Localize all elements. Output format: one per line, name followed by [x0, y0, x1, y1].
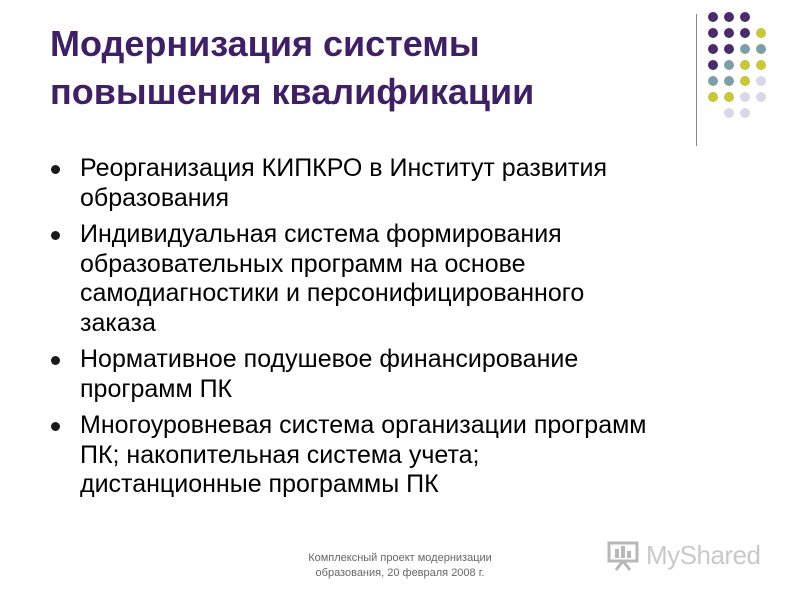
- decorative-dot: [708, 76, 718, 86]
- decorative-dot: [724, 92, 734, 102]
- decorative-dot: [708, 28, 718, 38]
- bullet-point-icon: [51, 231, 60, 240]
- slide-title-line: повышения квалификации: [50, 71, 535, 112]
- decorative-dot: [756, 76, 766, 86]
- decorative-dot: [724, 28, 734, 38]
- bullet-point-icon: [51, 356, 60, 365]
- decorative-dot: [740, 28, 750, 38]
- decorative-dot: [740, 12, 750, 22]
- decorative-dot: [708, 12, 718, 22]
- myshared-logo[interactable]: [606, 536, 766, 576]
- decorative-dot: [740, 108, 750, 118]
- decorative-dot: [756, 60, 766, 70]
- slide-title-line: Модернизация системы: [50, 23, 480, 64]
- bullet-text-line: Индивидуальная система формирования: [80, 220, 562, 248]
- divider-line: [696, 14, 697, 146]
- bullet-text-line: программ ПК: [80, 374, 233, 403]
- decorative-dot: [708, 44, 718, 54]
- decorative-dot-grid: [708, 12, 772, 132]
- bullet-point-icon: [51, 422, 60, 431]
- bullet-text-line: дистанционные программы ПК: [80, 470, 439, 498]
- bullet-list: [48, 154, 708, 507]
- decorative-dot: [740, 92, 750, 102]
- bullet-text: [80, 345, 708, 404]
- decorative-dot: [740, 44, 750, 54]
- bullet-text-line: образовательных программ на основе: [80, 249, 526, 278]
- presentation-board-icon: [606, 540, 640, 572]
- bullet-text-line: Реорганизация КИПКРО в Институт развития: [80, 154, 607, 182]
- bullet-text: [80, 154, 708, 213]
- decorative-dot: [740, 60, 750, 70]
- bullet-point-icon: [51, 165, 60, 174]
- decorative-dot: [708, 92, 718, 102]
- bullet-text: [80, 220, 708, 338]
- decorative-dot: [708, 60, 718, 70]
- decorative-dot: [724, 60, 734, 70]
- bullet-item: [48, 345, 708, 404]
- bullet-text-line: образования: [80, 183, 230, 212]
- slide-footer: [290, 551, 510, 581]
- decorative-dot: [740, 76, 750, 86]
- bullet-item: [48, 411, 708, 500]
- bullet-text-line: заказа: [80, 308, 156, 337]
- bullet-item: [48, 154, 708, 213]
- decorative-dot: [756, 92, 766, 102]
- footer-line: Комплексный проект модернизации: [308, 552, 492, 564]
- slide-title: [50, 20, 670, 116]
- bullet-text: [80, 411, 708, 500]
- bullet-text-line: Нормативное подушевое финансирование: [80, 345, 579, 373]
- bullet-item: [48, 220, 708, 338]
- bullet-text-line: Многоуровневая система организации программ: [80, 411, 647, 439]
- footer-line: образования, 20 февраля 2008 г.: [315, 567, 485, 579]
- decorative-dot: [724, 12, 734, 22]
- decorative-dot: [724, 44, 734, 54]
- logo-text: MyShared: [646, 540, 761, 570]
- decorative-dot: [724, 76, 734, 86]
- bullet-text-line: самодиагностики и персонифицированного: [80, 279, 585, 307]
- decorative-dot: [756, 44, 766, 54]
- decorative-dot: [724, 108, 734, 118]
- decorative-dot: [756, 28, 766, 38]
- bullet-text-line: ПК; накопительная система учета;: [80, 440, 480, 469]
